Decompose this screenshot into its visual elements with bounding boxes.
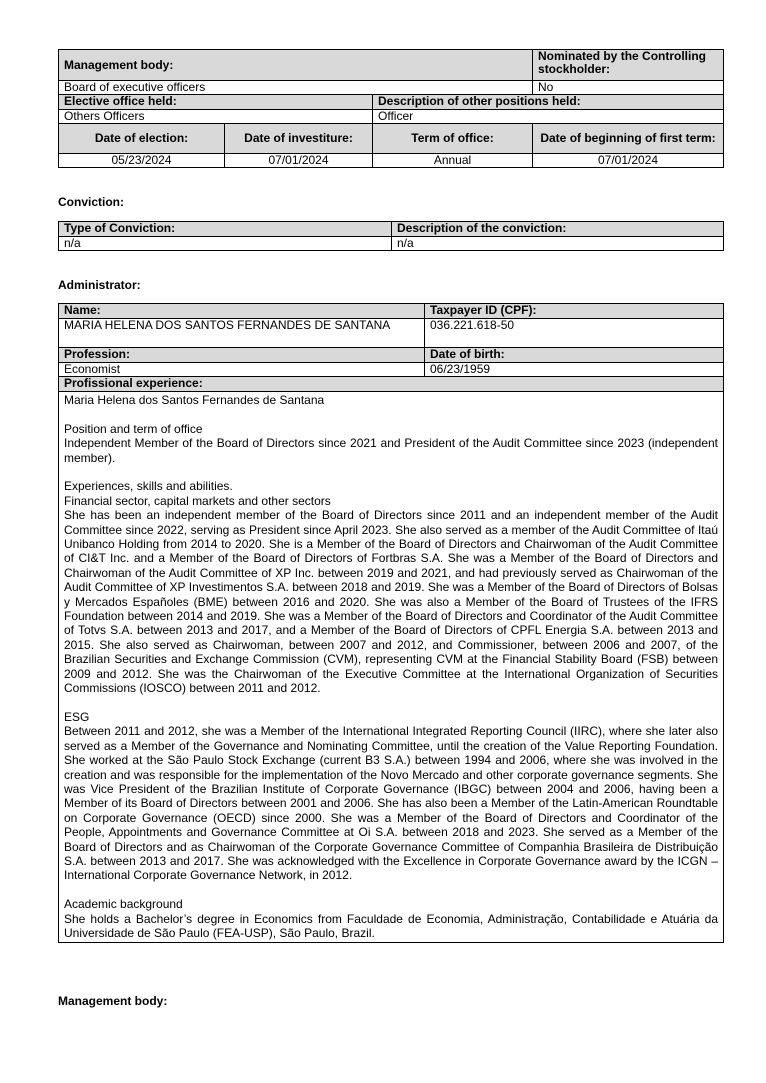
position-heading: Position and term of office — [64, 421, 203, 436]
taxpayer-label: Taxpayer ID (CPF): — [425, 304, 724, 319]
management-body-label: Management body: — [59, 50, 533, 81]
term-label: Term of office: — [373, 124, 533, 154]
elective-office-label: Elective office held: — [59, 95, 373, 110]
skills-text: She has been an independent member of the Board of Directors since 2011 and an independent member of the Audit Committee since 2022, serving as President since April 2023. She also served as a member of the Audit Committee of Itaú Unibanco Holding from 2014 to 2020. She is a Member of the Board of Directors and Chairwoman of the Audit Committee of CI&T Inc. and a Member of the Board of Directors of Fortbras S.A. She was a Member of the Board of Directors and Chairwoman of the Audit Committee of XP Inc. between 2019 and 2021, and had previously served as Chairwoman of the Audit Committee of XP Investimentos S.A. between 2018 and 2019. She was a Member of the Board of Directors of Bolsas y Mercados Españoles (BME) between 2016 and 2020. She was also a Member of the Board of Trustees of the IFRS Foundation between 2014 and 2019. She was a Member of the Board of Directors and Coordinator of the Audit Committee of Totvs S.A. between 2013 and 2017, and a Member of the Board of Directors of CPFL Energia S.A. between 2013 and 2015. She also served as Chairwoman, between 2007 and 2012, and Commissioner, between 2006 and 2007, of the Brazilian Securities and Exchange Commission (CVM), representing CVM at the Financial Stability Board (FSB) between 2009 and 2012. She was the Chairwoman of the Executive Committee at the International Organization of Securities Commissions (IOSCO) between 2011 and 2012. — [64, 508, 718, 696]
conviction-table — [58, 221, 724, 251]
administrator-table — [58, 303, 724, 943]
birth-date-label: Date of birth: — [425, 348, 724, 363]
first-term-label: Date of beginning of first term: — [533, 124, 724, 154]
conviction-type-value: n/a — [59, 237, 392, 251]
skills-heading: Experiences, skills and abilities. — [64, 479, 233, 494]
academic-text: She holds a Bachelor’s degree in Economics from Faculdade de Economia, Administração, Contabilidade e Atuária da Universidade de São Paulo (FEA-USP), São Paulo, Brazil. — [64, 911, 718, 940]
profession-label: Profession: — [59, 348, 425, 363]
election-date-label: Date of election: — [59, 124, 225, 154]
birth-date-value: 06/23/1959 — [425, 363, 724, 377]
management-body-value: Board of executive officers — [59, 81, 533, 95]
other-positions-label: Description of other positions held: — [373, 95, 724, 110]
election-date-value: 05/23/2024 — [59, 154, 225, 168]
experience-name-line: Maria Helena dos Santos Fernandes de Santana — [64, 393, 325, 407]
academic-heading: Academic background — [64, 897, 183, 912]
name-label: Name: — [59, 304, 425, 319]
experience-label: Profissional experience: — [59, 377, 724, 392]
conviction-heading: Conviction: — [58, 195, 124, 209]
management-body-table — [58, 49, 724, 168]
term-value: Annual — [373, 154, 533, 168]
taxpayer-value: 036.221.618-50 — [425, 319, 724, 348]
name-value: MARIA HELENA DOS SANTOS FERNANDES DE SANTANA — [59, 319, 425, 348]
profession-value: Economist — [59, 363, 425, 377]
experience-body — [59, 392, 724, 943]
skills-subheading: Financial sector, capital markets and other sectors — [64, 493, 331, 508]
conviction-type-label: Type of Conviction: — [59, 222, 392, 237]
other-positions-value: Officer — [373, 110, 724, 124]
elective-office-value: Others Officers — [59, 110, 373, 124]
investiture-date-value: 07/01/2024 — [225, 154, 373, 168]
conviction-description-label: Description of the conviction: — [392, 222, 724, 237]
nominated-value: No — [533, 81, 724, 95]
esg-heading: ESG — [64, 709, 90, 724]
administrator-heading: Administrator: — [58, 278, 141, 292]
conviction-description-value: n/a — [392, 237, 724, 251]
esg-text: Between 2011 and 2012, she was a Member of the International Integrated Reporting Council (IIRC), where she later also served as a Member of the Governance and Nominating Committee, until the creation of the Value Reporting Foundation. She worked at the São Paulo Stock Exchange (current B3 S.A.) between 1994 and 2006, where she was involved in the creation and was responsible for the implementation of the Novo Mercado and other corporate governance segments. She was Vice President of the Brazilian Institute of Corporate Governance (IBGC) between 2004 and 2006, having been a Member of its Board of Directors between 2001 and 2006. She has also been a Member of the Latin-American Roundtable on Corporate Governance (OECD) since 2000. She was a Member of the Board of Directors and Coordinator of the People, Appointments and Governance Committee at Oi S.A. between 2018 and 2023. She served as a Member of the Board of Directors and as Chairwoman of the Corporate Governance Committee of Companhia Brasileira de Distribuição S.A. between 2013 and 2017. She was acknowledged with the Excellence in Corporate Governance award by the ICGN – International Corporate Governance Network, in 2012. — [64, 724, 718, 883]
first-term-value: 07/01/2024 — [533, 154, 724, 168]
nominated-label: Nominated by the Controlling stockholder: — [533, 50, 724, 81]
investiture-date-label: Date of investiture: — [225, 124, 373, 154]
next-management-body-heading: Management body: — [58, 994, 168, 1008]
position-text: Independent Member of the Board of Directors since 2021 and President of the Audit Committee since 2023 (independent member). — [64, 436, 718, 465]
